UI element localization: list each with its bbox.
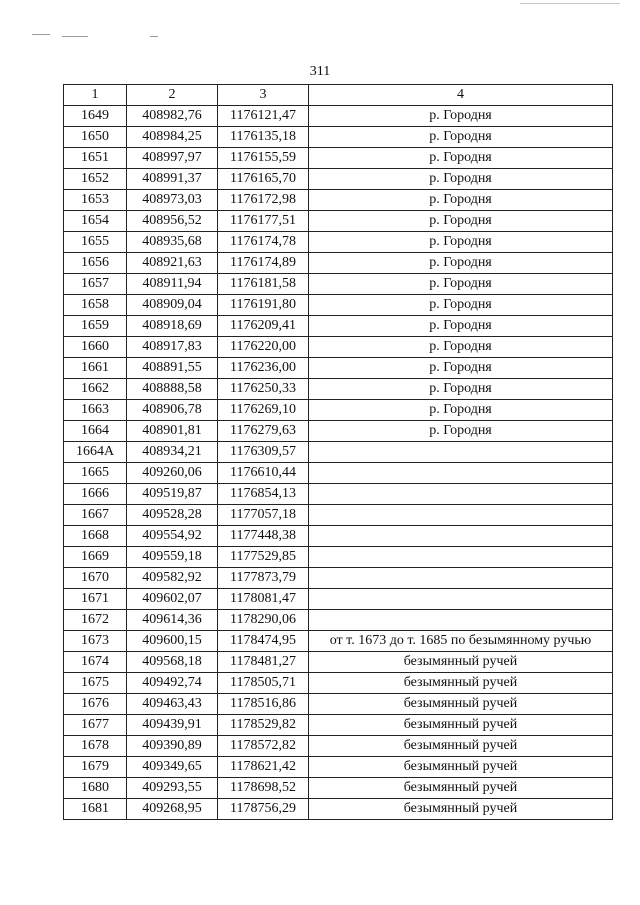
cell-description: р. Городня — [309, 400, 613, 421]
cell-x-coordinate: 408921,63 — [127, 253, 218, 274]
cell-x-coordinate: 408901,81 — [127, 421, 218, 442]
cell-y-coordinate: 1176174,78 — [218, 232, 309, 253]
cell-description: р. Городня — [309, 148, 613, 169]
cell-description: р. Городня — [309, 316, 613, 337]
cell-point-number: 1681 — [64, 799, 127, 820]
cell-y-coordinate: 1178756,29 — [218, 799, 309, 820]
cell-x-coordinate: 409559,18 — [127, 547, 218, 568]
cell-y-coordinate: 1176854,13 — [218, 484, 309, 505]
cell-point-number: 1659 — [64, 316, 127, 337]
table-row — [64, 127, 613, 148]
cell-y-coordinate: 1176155,59 — [218, 148, 309, 169]
table-row — [64, 442, 613, 463]
cell-point-number: 1678 — [64, 736, 127, 757]
cell-y-coordinate: 1176279,63 — [218, 421, 309, 442]
cell-point-number: 1667 — [64, 505, 127, 526]
page-number: 311 — [309, 64, 331, 79]
table-row — [64, 526, 613, 547]
cell-point-number: 1679 — [64, 757, 127, 778]
cell-x-coordinate: 408982,76 — [127, 106, 218, 127]
cell-point-number: 1669 — [64, 547, 127, 568]
cell-point-number: 1670 — [64, 568, 127, 589]
cell-point-number: 1654 — [64, 211, 127, 232]
cell-y-coordinate: 1178621,42 — [218, 757, 309, 778]
cell-description: р. Городня — [309, 379, 613, 400]
table-row — [64, 337, 613, 358]
cell-point-number: 1672 — [64, 610, 127, 631]
column-header-y: 3 — [218, 85, 309, 106]
cell-x-coordinate: 408956,52 — [127, 211, 218, 232]
cell-x-coordinate: 409528,28 — [127, 505, 218, 526]
cell-point-number: 1671 — [64, 589, 127, 610]
cell-description: р. Городня — [309, 274, 613, 295]
cell-description: р. Городня — [309, 421, 613, 442]
cell-description — [309, 442, 613, 463]
table-body — [64, 106, 613, 820]
cell-x-coordinate: 409614,36 — [127, 610, 218, 631]
cell-description: безымянный ручей — [309, 799, 613, 820]
cell-point-number: 1662 — [64, 379, 127, 400]
table-row — [64, 316, 613, 337]
cell-description — [309, 589, 613, 610]
cell-y-coordinate: 1176269,10 — [218, 400, 309, 421]
column-header-description: 4 — [309, 85, 613, 106]
cell-y-coordinate: 1176165,70 — [218, 169, 309, 190]
cell-point-number: 1677 — [64, 715, 127, 736]
scan-artifact-line — [62, 36, 88, 37]
cell-x-coordinate: 408997,97 — [127, 148, 218, 169]
cell-point-number: 1656 — [64, 253, 127, 274]
cell-description: безымянный ручей — [309, 715, 613, 736]
table-row — [64, 190, 613, 211]
cell-y-coordinate: 1176610,44 — [218, 463, 309, 484]
cell-point-number: 1651 — [64, 148, 127, 169]
table-row — [64, 106, 613, 127]
cell-x-coordinate: 409349,65 — [127, 757, 218, 778]
cell-y-coordinate: 1177873,79 — [218, 568, 309, 589]
cell-y-coordinate: 1178572,82 — [218, 736, 309, 757]
cell-y-coordinate: 1178290,06 — [218, 610, 309, 631]
cell-point-number: 1664 — [64, 421, 127, 442]
cell-description — [309, 505, 613, 526]
table-row — [64, 568, 613, 589]
cell-description: от т. 1673 до т. 1685 по безымянному ручью — [309, 631, 613, 652]
cell-x-coordinate: 409293,55 — [127, 778, 218, 799]
cell-x-coordinate: 408891,55 — [127, 358, 218, 379]
table-row — [64, 274, 613, 295]
cell-y-coordinate: 1176309,57 — [218, 442, 309, 463]
cell-x-coordinate: 408918,69 — [127, 316, 218, 337]
cell-y-coordinate: 1176220,00 — [218, 337, 309, 358]
cell-point-number: 1664А — [64, 442, 127, 463]
cell-point-number: 1665 — [64, 463, 127, 484]
cell-description: р. Городня — [309, 295, 613, 316]
cell-x-coordinate: 409463,43 — [127, 694, 218, 715]
table-row — [64, 547, 613, 568]
cell-description: безымянный ручей — [309, 778, 613, 799]
cell-y-coordinate: 1178516,86 — [218, 694, 309, 715]
cell-x-coordinate: 409554,92 — [127, 526, 218, 547]
table-row — [64, 673, 613, 694]
cell-x-coordinate: 408973,03 — [127, 190, 218, 211]
table-row — [64, 778, 613, 799]
scan-artifact-line — [32, 34, 50, 35]
cell-y-coordinate: 1178698,52 — [218, 778, 309, 799]
cell-y-coordinate: 1178505,71 — [218, 673, 309, 694]
cell-point-number: 1655 — [64, 232, 127, 253]
cell-point-number: 1658 — [64, 295, 127, 316]
cell-description: р. Городня — [309, 169, 613, 190]
cell-description: р. Городня — [309, 190, 613, 211]
cell-point-number: 1674 — [64, 652, 127, 673]
cell-x-coordinate: 409492,74 — [127, 673, 218, 694]
cell-description: безымянный ручей — [309, 652, 613, 673]
cell-description: р. Городня — [309, 337, 613, 358]
column-header-point: 1 — [64, 85, 127, 106]
table-row — [64, 694, 613, 715]
table-row — [64, 505, 613, 526]
cell-point-number: 1652 — [64, 169, 127, 190]
table-row — [64, 253, 613, 274]
cell-description — [309, 463, 613, 484]
cell-point-number: 1668 — [64, 526, 127, 547]
cell-description — [309, 568, 613, 589]
cell-point-number: 1660 — [64, 337, 127, 358]
cell-x-coordinate: 408935,68 — [127, 232, 218, 253]
column-header-x: 2 — [127, 85, 218, 106]
cell-description — [309, 610, 613, 631]
cell-description: р. Городня — [309, 127, 613, 148]
cell-x-coordinate: 408906,78 — [127, 400, 218, 421]
table-row — [64, 148, 613, 169]
cell-description — [309, 547, 613, 568]
cell-y-coordinate: 1177529,85 — [218, 547, 309, 568]
cell-point-number: 1673 — [64, 631, 127, 652]
table-row — [64, 589, 613, 610]
cell-y-coordinate: 1178481,27 — [218, 652, 309, 673]
cell-y-coordinate: 1176121,47 — [218, 106, 309, 127]
scan-artifact-line — [150, 36, 158, 37]
cell-y-coordinate: 1176181,58 — [218, 274, 309, 295]
cell-point-number: 1653 — [64, 190, 127, 211]
cell-y-coordinate: 1176250,33 — [218, 379, 309, 400]
cell-point-number: 1676 — [64, 694, 127, 715]
table-row — [64, 358, 613, 379]
cell-x-coordinate: 408991,37 — [127, 169, 218, 190]
cell-x-coordinate: 408917,83 — [127, 337, 218, 358]
cell-x-coordinate: 409600,15 — [127, 631, 218, 652]
cell-x-coordinate: 409260,06 — [127, 463, 218, 484]
cell-x-coordinate: 409439,91 — [127, 715, 218, 736]
cell-point-number: 1649 — [64, 106, 127, 127]
cell-description: р. Городня — [309, 106, 613, 127]
cell-description: р. Городня — [309, 211, 613, 232]
table-row — [64, 715, 613, 736]
cell-point-number: 1675 — [64, 673, 127, 694]
cell-point-number: 1663 — [64, 400, 127, 421]
cell-y-coordinate: 1176177,51 — [218, 211, 309, 232]
cell-description: р. Городня — [309, 253, 613, 274]
table-row — [64, 400, 613, 421]
cell-y-coordinate: 1177057,18 — [218, 505, 309, 526]
cell-y-coordinate: 1176174,89 — [218, 253, 309, 274]
cell-y-coordinate: 1176209,41 — [218, 316, 309, 337]
table-header-row — [64, 85, 613, 106]
cell-x-coordinate: 409568,18 — [127, 652, 218, 673]
cell-description — [309, 484, 613, 505]
cell-x-coordinate: 408909,04 — [127, 295, 218, 316]
cell-description: р. Городня — [309, 358, 613, 379]
cell-x-coordinate: 408911,94 — [127, 274, 218, 295]
cell-x-coordinate: 408934,21 — [127, 442, 218, 463]
table-row — [64, 421, 613, 442]
table-row — [64, 736, 613, 757]
scan-artifact-line — [520, 3, 620, 4]
table-row — [64, 799, 613, 820]
table-row — [64, 463, 613, 484]
cell-x-coordinate: 408984,25 — [127, 127, 218, 148]
table-row — [64, 295, 613, 316]
cell-point-number: 1680 — [64, 778, 127, 799]
cell-y-coordinate: 1176135,18 — [218, 127, 309, 148]
table-row — [64, 631, 613, 652]
coordinates-table — [63, 84, 613, 820]
cell-y-coordinate: 1176172,98 — [218, 190, 309, 211]
cell-description: р. Городня — [309, 232, 613, 253]
cell-x-coordinate: 409390,89 — [127, 736, 218, 757]
cell-y-coordinate: 1178474,95 — [218, 631, 309, 652]
cell-point-number: 1661 — [64, 358, 127, 379]
cell-description: безымянный ручей — [309, 736, 613, 757]
cell-y-coordinate: 1176191,80 — [218, 295, 309, 316]
table-row — [64, 652, 613, 673]
cell-point-number: 1657 — [64, 274, 127, 295]
cell-description: безымянный ручей — [309, 694, 613, 715]
table-row — [64, 211, 613, 232]
table-row — [64, 610, 613, 631]
cell-x-coordinate: 409582,92 — [127, 568, 218, 589]
table-row — [64, 379, 613, 400]
cell-point-number: 1650 — [64, 127, 127, 148]
cell-x-coordinate: 409268,95 — [127, 799, 218, 820]
cell-x-coordinate: 408888,58 — [127, 379, 218, 400]
cell-y-coordinate: 1178529,82 — [218, 715, 309, 736]
cell-description: безымянный ручей — [309, 673, 613, 694]
cell-y-coordinate: 1176236,00 — [218, 358, 309, 379]
cell-x-coordinate: 409602,07 — [127, 589, 218, 610]
cell-description — [309, 526, 613, 547]
cell-point-number: 1666 — [64, 484, 127, 505]
cell-y-coordinate: 1177448,38 — [218, 526, 309, 547]
cell-x-coordinate: 409519,87 — [127, 484, 218, 505]
cell-y-coordinate: 1178081,47 — [218, 589, 309, 610]
table-row — [64, 232, 613, 253]
table-row — [64, 757, 613, 778]
table-row — [64, 484, 613, 505]
table-row — [64, 169, 613, 190]
cell-description: безымянный ручей — [309, 757, 613, 778]
